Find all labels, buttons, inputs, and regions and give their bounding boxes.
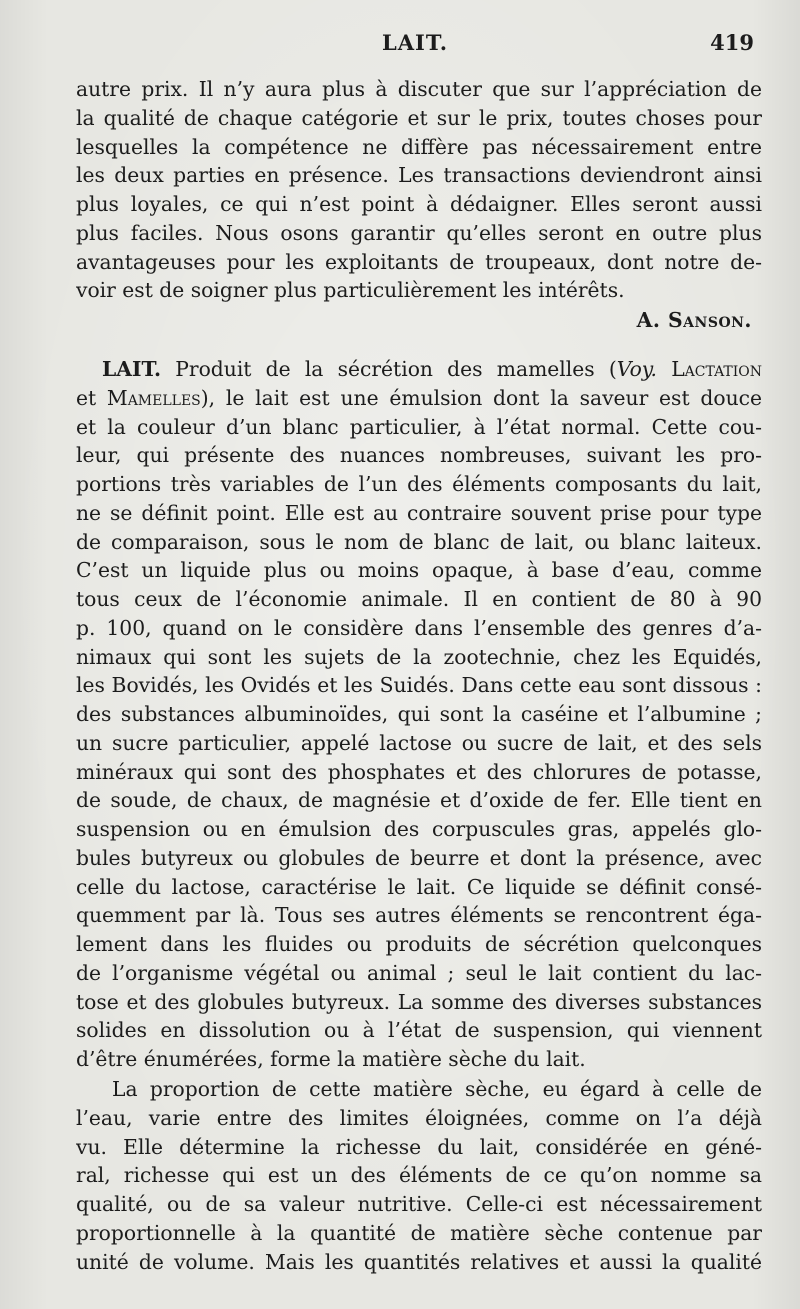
text-line: les Bovidés, les Ovidés et les Suidés. Dans cette eau sont dissous : <box>76 673 762 698</box>
text-line: proportionnelle à la quantité de matière sèche contenue par <box>76 1220 762 1245</box>
text-line: bules butyreux ou globules de beurre et dont la présence, avec <box>76 845 762 870</box>
text-line: la qualité de chaque catégorie et sur le prix, toutes choses pour <box>76 105 762 130</box>
text-line: ne se définit point. Elle est au contraire souvent prise pour type <box>76 500 762 525</box>
text-line: suspension ou en émulsion des corpuscules gras, appelés glo- <box>76 817 762 841</box>
text-line: ral, richesse qui est un des éléments de ce qu’on nomme sa <box>76 1163 762 1188</box>
text-line: leur, qui présente des nuances nombreuses, suivant les pro- <box>76 443 762 468</box>
paragraph-continuation <box>76 75 762 335</box>
text-line: d’être énumérées, forme la matière sèche du lait. <box>76 1047 586 1071</box>
text-line: plus faciles. Nous osons garantir qu’elles seront en outre plus <box>76 220 762 245</box>
text-line: lesquelles la compétence ne diffère pas nécessairement entre <box>76 134 762 159</box>
text-line: autre prix. Il n’y aura plus à discuter que sur l’appréciation de <box>76 77 762 101</box>
text-line: tose et des globules butyreux. La somme des diverses substances <box>76 989 762 1014</box>
text-line: La proportion de cette matière sèche, eu égard à celle de <box>112 1077 762 1101</box>
article-second-line <box>76 384 762 413</box>
text-line: quemment par là. Tous ses autres éléments se rencontrent éga- <box>76 903 762 928</box>
paragraph-proportion <box>76 1075 762 1276</box>
text-line: unité de volume. Mais les quantités relatives et aussi la qualité <box>76 1249 762 1274</box>
author-name: A. Sanson. <box>636 308 752 332</box>
text-line: vu. Elle détermine la richesse du lait, considérée en géné- <box>76 1134 762 1159</box>
text-line: minéraux qui sont des phosphates et des chlorures de potasse, <box>76 759 762 784</box>
running-head <box>76 30 754 60</box>
author-signature <box>76 305 762 335</box>
text-line: nimaux qui sont les sujets de la zootechnie, chez les Equidés, <box>76 644 762 669</box>
cross-reference-lactation[interactable]: Lactation <box>657 357 762 381</box>
text-line: lement dans les fluides ou produits de sécrétion quelconques <box>76 932 762 956</box>
text-line: C’est un liquide plus ou moins opaque, à base d’eau, comme <box>76 558 762 583</box>
text-line: celle du lactose, caractérise le lait. Ce liquide se définit consé- <box>76 874 762 899</box>
article-first-line-text: Produit de la sécrétion des mamelles ( <box>161 357 617 381</box>
running-title: LAIT. <box>381 30 449 55</box>
article-headword: LAIT. <box>102 357 162 381</box>
text-line: et la couleur d’un blanc particulier, à l’état normal. Cette cou- <box>76 414 762 439</box>
text-line: p. 100, quand on le considère dans l’ensemble des genres d’a- <box>76 615 762 640</box>
article-lait <box>76 355 762 1074</box>
text-line: voir est de soigner plus particulièrement les intérêts. <box>76 278 625 303</box>
page-number: 419 <box>710 30 754 55</box>
cross-reference-mamelles[interactable]: Mamelles <box>106 385 201 410</box>
text-line: tous ceux de l’économie animale. Il en contient de 80 à 90 <box>76 587 762 611</box>
voy-reference: Voy. <box>616 357 658 381</box>
text-line: portions très variables de l’un des éléments composants du lait, <box>76 472 762 496</box>
article-first-line <box>76 355 762 384</box>
text-line: de soude, de chaux, de magnésie et d’oxide de fer. Elle tient en <box>76 788 762 813</box>
text-line: plus loyales, ce qui n’est point à dédaigner. Elles seront aussi <box>76 192 762 216</box>
article-second-line-rest: ), le lait est une émulsion dont la saveur est douce <box>200 385 762 410</box>
text-line: de l’organisme végétal ou animal ; seul le lait contient du lac- <box>76 960 762 985</box>
text-line: de comparaison, sous le nom de blanc de lait, ou blanc laiteux. <box>76 529 762 554</box>
text-line: les deux parties en présence. Les transactions deviendront ainsi <box>76 163 762 188</box>
article-second-line-start: et <box>76 385 107 410</box>
text-line: un sucre particulier, appelé lactose ou sucre de lait, et des sels <box>76 730 762 755</box>
text-line: solides en dissolution ou à l’état de suspension, qui viennent <box>76 1018 762 1043</box>
text-line: des substances albuminoïdes, qui sont la caséine et l’albumine ; <box>76 702 762 726</box>
text-line: qualité, ou de sa valeur nutritive. Celle-ci est nécessairement <box>76 1192 762 1216</box>
text-line: l’eau, varie entre des limites éloignées, comme on l’a déjà <box>76 1105 762 1130</box>
text-line: avantageuses pour les exploitants de troupeaux, dont notre de- <box>76 249 762 274</box>
